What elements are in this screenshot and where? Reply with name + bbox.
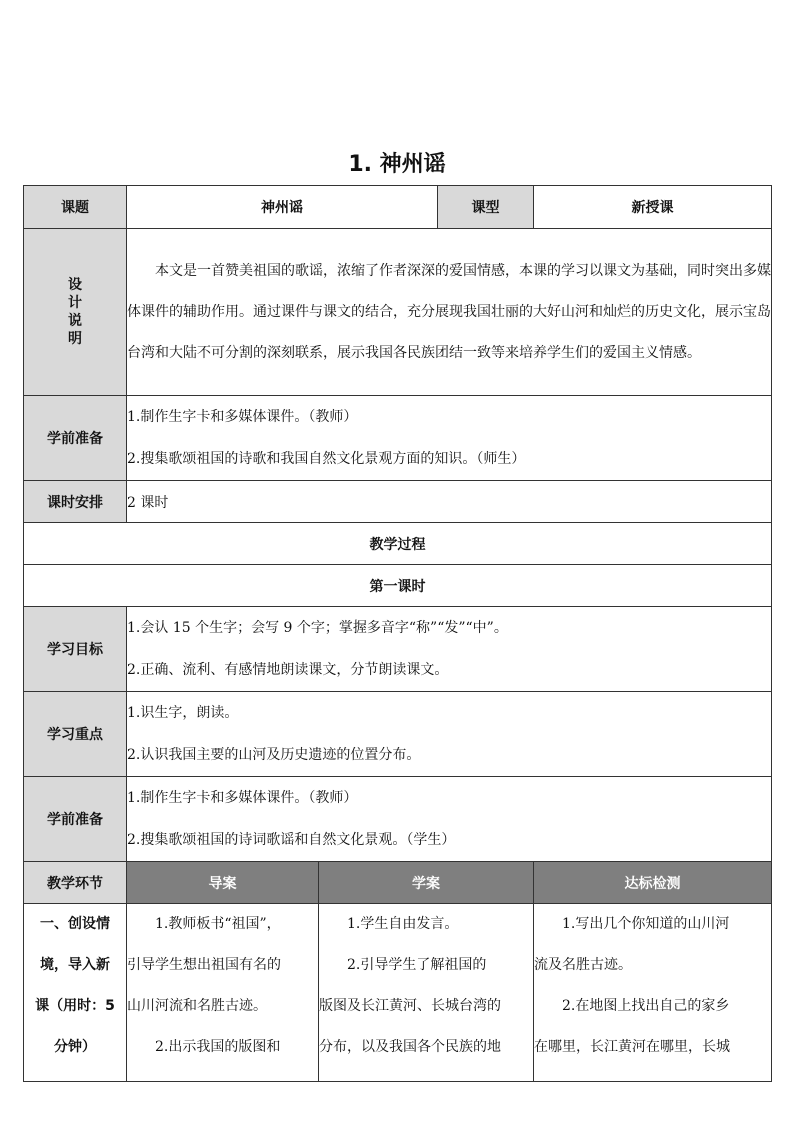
stage1-guide <box>127 904 319 1082</box>
schedule-value: 2 课时 <box>127 481 772 523</box>
stage1-check <box>534 904 772 1082</box>
stage1-name-line: 课（用时：5 <box>35 998 115 1014</box>
guide-header: 导案 <box>127 862 319 904</box>
guide-line: 2.出示我国的版图和 <box>155 1039 281 1055</box>
goals-content <box>127 607 772 692</box>
topic-label: 课题 <box>24 186 127 229</box>
guide-line: 山川河流和名胜古迹。 <box>127 998 267 1014</box>
goal-item: 1.会认 15 个生字；会写 9 个字；掌握多音字“称”“发”“中”。 <box>127 620 508 636</box>
check-line: 流及名胜古迹。 <box>534 957 632 973</box>
keypoint-item: 1.识生字，朗读。 <box>127 705 239 721</box>
process-title: 教学过程 <box>24 523 772 565</box>
lesson1-title: 第一课时 <box>24 565 772 607</box>
check-line: 在哪里，长江黄河在哪里，长城 <box>534 1039 730 1055</box>
goal-item: 2.正确、流利、有感情地朗读课文，分节朗读课文。 <box>127 662 449 678</box>
process-header-row <box>24 862 772 904</box>
design-label-char: 说 <box>68 313 82 329</box>
goals-row <box>24 607 772 692</box>
design-text: 本文是一首赞美祖国的歌谣，浓缩了作者深深的爱国情感，本课的学习以课文为基础，同时突出多媒体课件的辅助作用。通过课件与课文的结合，充分展现我国壮丽的大好山河和灿烂的历史文化，展示宝岛台湾和大陆不可分割的深刻联系，展示我国各民族团结一致等来培养学生们的爱国主义情感。 <box>127 229 772 396</box>
stage1-name-line: 境，导入新 <box>40 957 110 973</box>
prep-content-2 <box>127 777 772 862</box>
stage1-name <box>24 904 127 1082</box>
check-header: 达标检测 <box>534 862 772 904</box>
design-label-char: 计 <box>68 295 82 311</box>
design-label-char: 设 <box>68 277 82 293</box>
prep-item: 1.制作生字卡和多媒体课件。（教师） <box>127 409 358 425</box>
study-line: 1.学生自由发言。 <box>347 916 459 932</box>
prep-row-2 <box>24 777 772 862</box>
prep-label-1: 学前准备 <box>24 396 127 481</box>
study-line: 分布，以及我国各个民族的地 <box>319 1039 501 1055</box>
topic-row <box>24 186 772 229</box>
study-line: 版图及长江黄河、长城台湾的 <box>319 998 501 1014</box>
lesson1-title-row <box>24 565 772 607</box>
lesson-type-value: 新授课 <box>534 186 772 229</box>
stage1-row <box>24 904 772 1082</box>
guide-line: 1.教师板书“祖国”， <box>155 916 281 932</box>
keypoints-content <box>127 692 772 777</box>
study-line: 2.引导学生了解祖国的 <box>347 957 487 973</box>
prep-content-1 <box>127 396 772 481</box>
check-line: 2.在地图上找出自己的家乡 <box>562 998 730 1014</box>
lesson-plan-table <box>23 185 772 1082</box>
topic-value: 神州谣 <box>127 186 438 229</box>
prep-row-1 <box>24 396 772 481</box>
guide-line: 引导学生想出祖国有名的 <box>127 957 281 973</box>
prep-item: 2.搜集歌颂祖国的诗歌和我国自然文化景观方面的知识。（师生） <box>127 451 526 467</box>
stage-header: 教学环节 <box>24 862 127 904</box>
study-header: 学案 <box>319 862 534 904</box>
prep-item: 1.制作生字卡和多媒体课件。（教师） <box>127 790 358 806</box>
stage1-name-line: 分钟） <box>54 1039 96 1055</box>
design-label <box>24 229 127 396</box>
design-label-char: 明 <box>68 331 82 347</box>
schedule-label: 课时安排 <box>24 481 127 523</box>
stage1-name-line: 一、创设情 <box>40 916 110 932</box>
keypoint-item: 2.认识我国主要的山河及历史遗迹的位置分布。 <box>127 747 421 763</box>
design-row <box>24 229 772 396</box>
keypoints-row <box>24 692 772 777</box>
process-title-row <box>24 523 772 565</box>
keypoints-label: 学习重点 <box>24 692 127 777</box>
schedule-row <box>24 481 772 523</box>
stage1-study <box>319 904 534 1082</box>
prep-label-2: 学前准备 <box>24 777 127 862</box>
goals-label: 学习目标 <box>24 607 127 692</box>
prep-item: 2.搜集歌颂祖国的诗词歌谣和自然文化景观。（学生） <box>127 832 456 848</box>
check-line: 1.写出几个你知道的山川河 <box>562 916 730 932</box>
document-title: 1. 神州谣 <box>348 152 446 177</box>
lesson-type-label: 课型 <box>438 186 534 229</box>
